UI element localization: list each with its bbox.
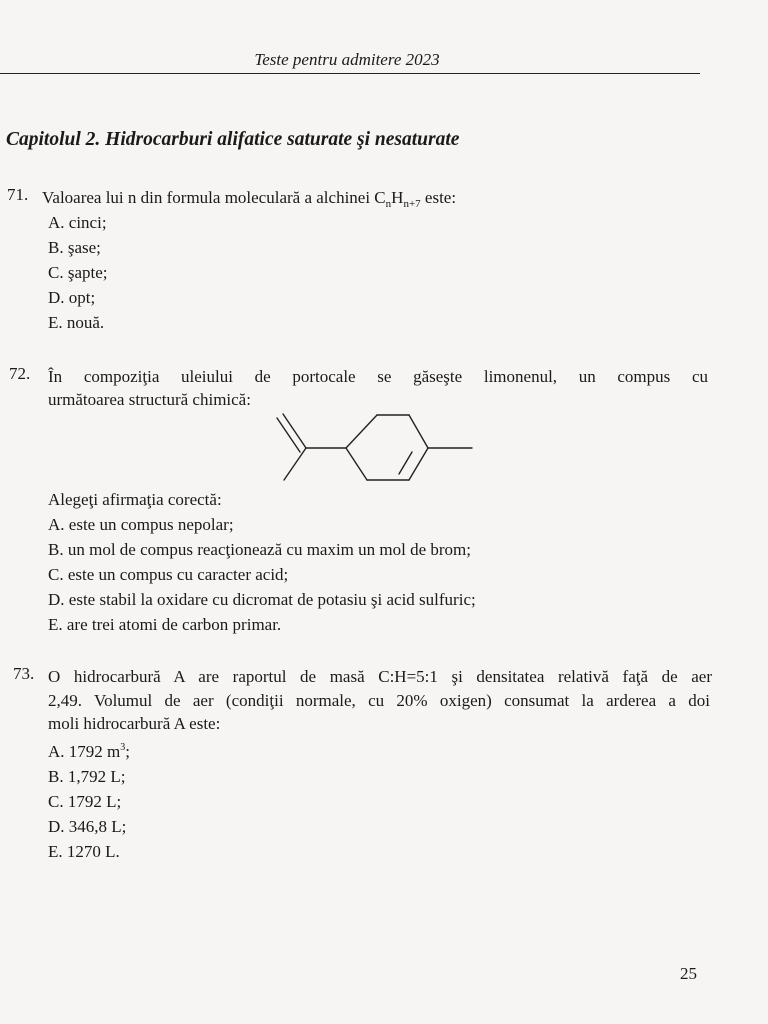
option-letter: D. bbox=[48, 288, 65, 307]
question-text-line: 2,49. Volumul de aer (condiţii normale, cu 20% oxigen) consumat la arderea a doi bbox=[48, 691, 710, 710]
option-letter: B. bbox=[48, 238, 64, 257]
option-a bbox=[48, 210, 108, 235]
option-letter: A. bbox=[48, 515, 65, 534]
option-b bbox=[48, 537, 476, 562]
page-number: 25 bbox=[680, 964, 697, 983]
option-letter: A. bbox=[48, 213, 65, 232]
option-text: este un compus cu caracter acid; bbox=[67, 565, 289, 584]
question-text-line: moli hidrocarbură A este: bbox=[48, 714, 221, 733]
option-text-tail: ; bbox=[125, 742, 130, 761]
option-letter: D. bbox=[48, 817, 65, 836]
option-text: nouă. bbox=[66, 313, 105, 332]
option-text: are trei atomi de carbon primar. bbox=[66, 615, 282, 634]
option-letter: E. bbox=[48, 842, 63, 861]
option-text: 1270 L. bbox=[66, 842, 120, 861]
formula-part: H bbox=[391, 188, 404, 207]
option-letter: B. bbox=[48, 540, 64, 559]
option-a bbox=[48, 512, 476, 537]
question-number: 72. bbox=[9, 364, 31, 383]
question-text-line: În compoziţia uleiului de portocale se găseşte limonenul, un compus cu bbox=[48, 367, 708, 386]
option-text: 1792 m bbox=[68, 742, 121, 761]
question-number: 71. bbox=[7, 185, 29, 204]
option-b bbox=[48, 235, 108, 260]
option-d bbox=[48, 285, 108, 310]
option-e bbox=[48, 839, 130, 864]
option-letter: C. bbox=[48, 565, 64, 584]
option-text: un mol de compus reacţionează cu maxim un mol de brom; bbox=[67, 540, 472, 559]
option-c bbox=[48, 260, 108, 285]
question-text-line: O hidrocarbură A are raportul de masă C:H=5:1 şi densitatea relativă faţă de aer bbox=[48, 667, 712, 686]
running-header: Teste pentru admitere 2023 bbox=[254, 50, 440, 69]
option-letter: B. bbox=[48, 767, 64, 786]
option-text: este un compus nepolar; bbox=[68, 515, 234, 534]
question-prompt: Alegeţi afirmaţia corectă: bbox=[48, 490, 222, 509]
option-e bbox=[48, 612, 476, 637]
option-b bbox=[48, 764, 130, 789]
option-letter: E. bbox=[48, 313, 63, 332]
question-text-part: Valoarea lui n din formula moleculară a alchinei C bbox=[42, 188, 386, 207]
option-letter: C. bbox=[48, 263, 64, 282]
option-letter: A. bbox=[48, 742, 65, 761]
option-c bbox=[48, 562, 476, 587]
option-letter: D. bbox=[48, 590, 65, 609]
option-e bbox=[48, 310, 108, 335]
option-text: 1,792 L; bbox=[67, 767, 126, 786]
option-text: cinci; bbox=[68, 213, 107, 232]
superscript: 3 bbox=[120, 742, 126, 753]
options-list bbox=[48, 512, 476, 637]
question-text-part: este: bbox=[420, 188, 457, 207]
limonene-structure bbox=[270, 408, 480, 486]
chapter-title: Capitolul 2. Hidrocarburi alifatice saturate şi nesaturate bbox=[6, 129, 460, 150]
option-d bbox=[48, 587, 476, 612]
option-text: şase; bbox=[67, 238, 101, 257]
formula-subscript: n+7 bbox=[403, 198, 421, 210]
question-number: 73. bbox=[13, 664, 35, 683]
header-rule bbox=[0, 73, 700, 74]
option-a bbox=[48, 735, 130, 764]
option-c bbox=[48, 789, 130, 814]
question-text-line: următoarea structură chimică: bbox=[48, 390, 251, 409]
option-d bbox=[48, 814, 130, 839]
options-list bbox=[48, 735, 130, 864]
option-letter: C. bbox=[48, 792, 64, 811]
option-text: este stabil la oxidare cu dicromat de potasiu şi acid sulfuric; bbox=[68, 590, 476, 609]
option-letter: E. bbox=[48, 615, 63, 634]
options-list bbox=[48, 210, 108, 335]
option-text: 1792 L; bbox=[67, 792, 122, 811]
option-text: opt; bbox=[68, 288, 96, 307]
formula-subscript: n bbox=[385, 198, 392, 210]
option-text: şapte; bbox=[67, 263, 108, 282]
option-text: 346,8 L; bbox=[68, 817, 127, 836]
